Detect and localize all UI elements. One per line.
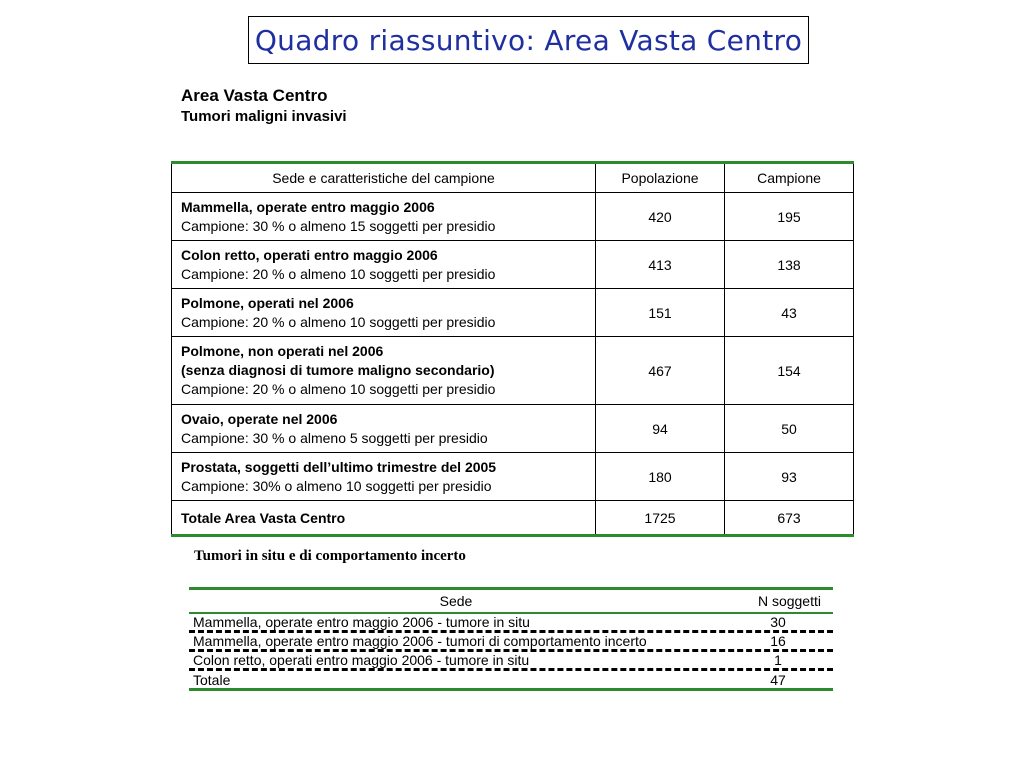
total-row [172, 501, 854, 536]
row-description [172, 337, 596, 405]
header-campione: Campione [725, 163, 854, 193]
cell-campione: 93 [725, 453, 854, 501]
section-heading: Area Vasta Centro [181, 86, 328, 105]
cell-popolazione: 180 [596, 453, 725, 501]
row-site-label: (senza diagnosi di tumore maligno secondario) [181, 362, 495, 378]
insitu-header-n: N soggetti [757, 592, 821, 609]
row-description [172, 193, 596, 241]
insitu-sede: Mammella, operate entro maggio 2006 - tumori di comportamento incerto [193, 633, 647, 649]
table-row [172, 337, 854, 405]
slide-title: Quadro riassuntivo: Area Vasta Centro [254, 23, 803, 57]
insitu-table-body [189, 614, 833, 688]
row-site-label: Polmone, operati nel 2006 [181, 294, 354, 311]
cell-campione: 195 [725, 193, 854, 241]
row-description [172, 241, 596, 289]
header-popolazione: Popolazione [596, 163, 725, 193]
table-row [172, 453, 854, 501]
insitu-n: 30 [770, 614, 786, 630]
row-site-label: Mammella, operate entro maggio 2006 [181, 198, 435, 215]
row-site-label: Ovaio, operate nel 2006 [181, 410, 338, 427]
total-label: Totale Area Vasta Centro [172, 501, 596, 536]
list-item [189, 652, 833, 671]
list-item [189, 671, 833, 688]
total-campione: 673 [725, 501, 854, 536]
row-sample-criteria: Campione: 30% o almeno 10 soggetti per presidio [181, 477, 492, 494]
insitu-sede: Colon retto, operati entro maggio 2006 - tumore in situ [193, 652, 530, 668]
cell-campione: 154 [725, 337, 854, 405]
table-row [172, 193, 854, 241]
header-sede: Sede e caratteristiche del campione [172, 163, 596, 193]
cell-popolazione: 467 [596, 337, 725, 405]
cell-popolazione: 420 [596, 193, 725, 241]
row-description [172, 289, 596, 337]
table-row [172, 241, 854, 289]
row-sample-criteria: Campione: 30 % o almeno 15 soggetti per presidio [181, 217, 496, 234]
insitu-n: 47 [770, 672, 786, 688]
insitu-header-sede: Sede [439, 592, 473, 609]
row-site-label: Colon retto, operati entro maggio 2006 [181, 246, 438, 263]
cell-popolazione: 94 [596, 405, 725, 453]
cell-campione: 50 [725, 405, 854, 453]
list-item [189, 614, 833, 633]
table-row [172, 405, 854, 453]
total-popolazione: 1725 [596, 501, 725, 536]
section-subheading: Tumori maligni invasivi [181, 108, 347, 125]
row-sample-criteria: Campione: 20 % o almeno 10 soggetti per presidio [181, 313, 496, 330]
insitu-n: 16 [770, 633, 786, 649]
summary-table-header-row [172, 163, 854, 193]
row-sample-criteria: Campione: 20 % o almeno 10 soggetti per presidio [181, 381, 496, 397]
cell-popolazione: 151 [596, 289, 725, 337]
insitu-n: 1 [774, 652, 782, 668]
insitu-table-header-row [189, 590, 833, 614]
row-sample-criteria: Campione: 30 % o almeno 5 soggetti per presidio [181, 429, 488, 446]
insitu-heading: Tumori in situ e di comportamento incerto [194, 548, 466, 564]
table-row [172, 289, 854, 337]
insitu-sede: Mammella, operate entro maggio 2006 - tumore in situ [193, 614, 530, 630]
row-site-label: Polmone, non operati nel 2006 [181, 343, 384, 359]
row-description [172, 405, 596, 453]
slide-title-box [248, 16, 809, 64]
cell-campione: 43 [725, 289, 854, 337]
cell-campione: 138 [725, 241, 854, 289]
summary-table [171, 161, 854, 537]
row-description [172, 453, 596, 501]
row-site-label: Prostata, soggetti dell’ultimo trimestre del 2005 [181, 458, 497, 475]
row-sample-criteria: Campione: 20 % o almeno 10 soggetti per presidio [181, 265, 496, 282]
insitu-sede: Totale [193, 672, 231, 688]
insitu-table [189, 587, 833, 691]
summary-table-body [172, 193, 854, 536]
cell-popolazione: 413 [596, 241, 725, 289]
list-item [189, 633, 833, 652]
